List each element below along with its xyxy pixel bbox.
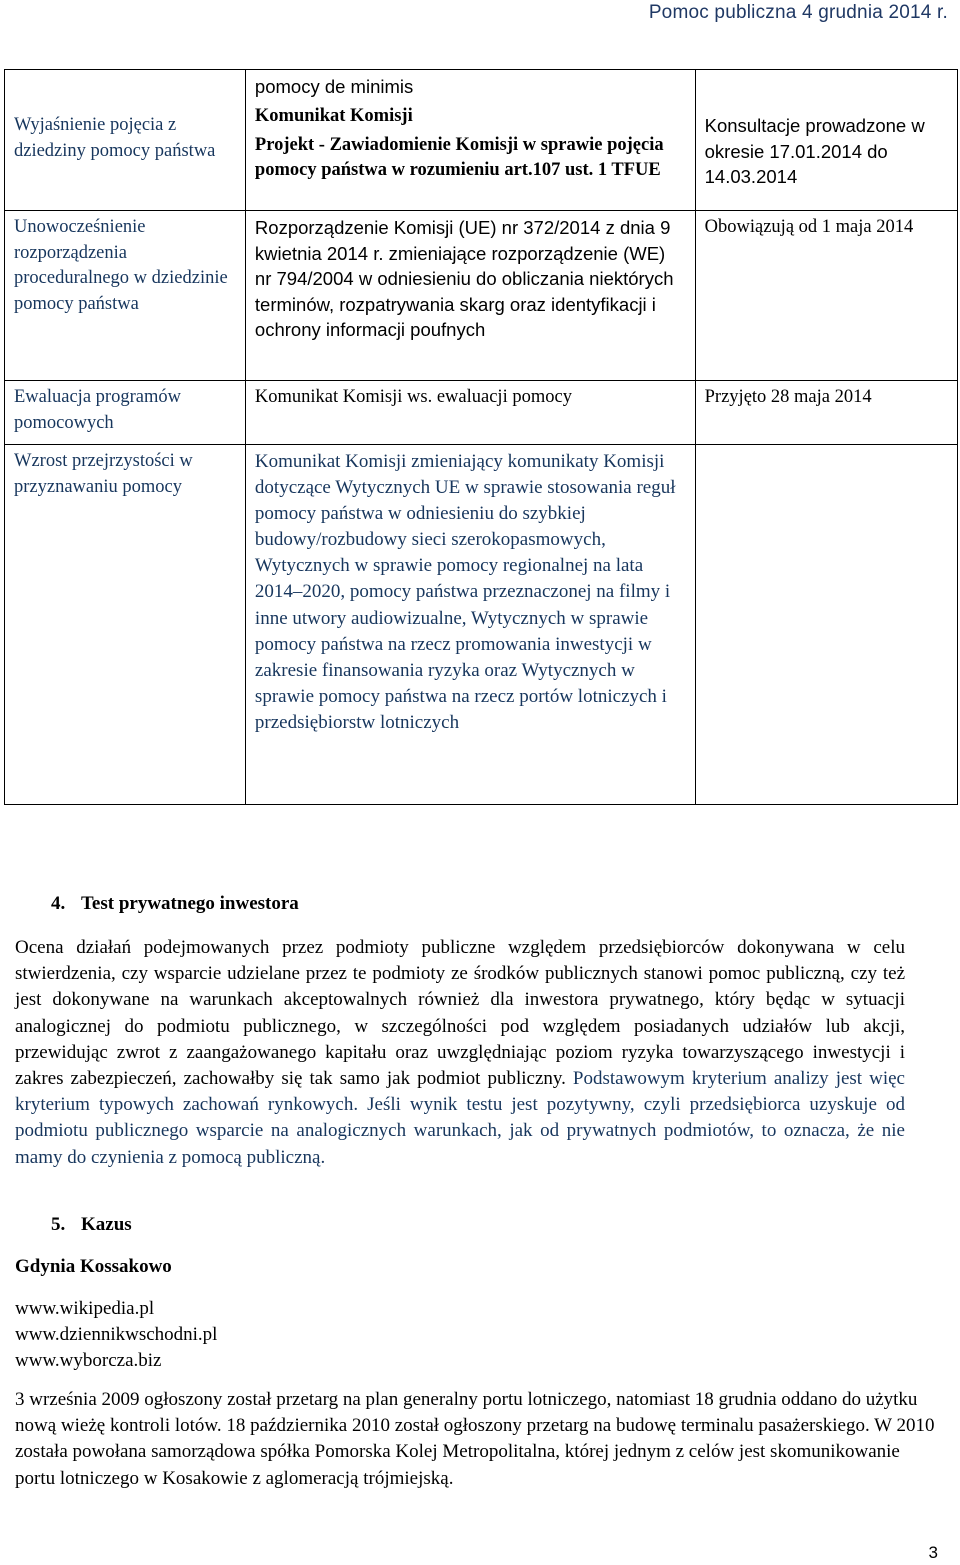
- case-subtitle: Gdynia Kossakowo: [15, 1256, 172, 1277]
- section-4-paragraph: [15, 935, 905, 1171]
- section-5-heading: [15, 1212, 905, 1238]
- section-number: 4.: [51, 893, 66, 914]
- page-header: Pomoc publiczna 4 grudnia 2014 r.: [648, 2, 948, 23]
- table-row: [5, 70, 958, 211]
- section-4-heading: [15, 891, 905, 917]
- link-item[interactable]: www.wyborcza.biz: [15, 1350, 162, 1371]
- case-paragraph: 3 września 2009 ogłoszony został przetarg na plan generalny portu lotniczego, natomiast 18 grudnia oddano do użytku nową wieżę kontroli lotów. 18 października 2010 został ogłoszony przetarg na budowę terminalu pasażerskiego. W 2010 została powołana samorządowa spółka Pomorska Kolej Metropolitalna, której jednym z celów jest skomunikowanie portu lotniczego w Kosakowie z aglomeracją trójmiejską.: [15, 1389, 935, 1489]
- row-status: Przyjęto 28 maja 2014: [695, 381, 957, 445]
- row-label: Ewaluacja programów pomocowych: [5, 381, 246, 445]
- row-content-intro: pomocy de minimis: [254, 76, 414, 97]
- row-content: Komunikat Komisji zmieniający komunikaty Komisji dotyczące Wytycznych UE w sprawie stosowania reguł pomocy państwa w odniesieniu do szybkiej budowy/rozbudowy sieci szerokopasmowych, Wytycznych w sprawie pomocy regionalnej na lata 2014–2020, pomocy państwa przeznaczonej na filmy i inne utwory audiowizualne, Wytycznych w sprawie pomocy państwa na rzecz promowania inwestycji w zakresie finansowania ryzyka oraz Wytycznych w sprawie pomocy państwa na rzecz portów lotniczych i przedsiębiorstw lotniczych: [245, 445, 695, 805]
- page-number: 3: [928, 1543, 938, 1562]
- reference-links: [15, 1296, 905, 1374]
- section-title: Kazus: [81, 1214, 132, 1235]
- table-row: [5, 445, 958, 805]
- table-row: [5, 211, 958, 381]
- row-content: Komunikat Komisji ws. ewaluacji pomocy: [245, 381, 695, 445]
- paragraph-part-2: Podstawowym kryterium analizy jest więc kryterium typowych zachowań rynkowych. Jeśli wynik testu jest pozytywny, czyli przedsiębiorca uzyskuje od podmiotu publicznego wsparcie na analogicznych warunkach, jak od prywatnych podmiotów, to oznacza, że nie mamy do czynienia z pomocą publiczną.: [15, 1068, 905, 1168]
- row-status: [695, 445, 957, 805]
- table-row: [5, 381, 958, 445]
- row-label: Wzrost przejrzystości w przyznawaniu pomocy: [5, 445, 246, 805]
- section-number: 5.: [51, 1214, 66, 1235]
- paragraph-part-1: Ocena działań podejmowanych przez podmioty publiczne względem przedsiębiorców dokonywana w celu stwierdzenia, czy wsparcie udzielane przez te podmioty ze środków publicznych stanowi pomoc publiczną, czy też jest dokonywane na warunkach akceptowalnych również dla inwestora prywatnego, który będąc w sytuacji analogicznej do podmiotu publicznego, w szczególności pod względem posiadanych udziałów lub akcji, przewidując zwrot z zaangażowanego kapitału oraz uwzględniając poziom ryzyka towarzyszącego inwestycji i zakres zabezpieczeń, zachowałby się tak samo jak podmiot publiczny.: [15, 937, 905, 1090]
- row-content-body: Projekt - Zawiadomienie Komisji w sprawie pojęcia pomocy państwa w rozumieniu art.107 ust. 1 TFUE: [254, 135, 664, 180]
- row-status: Konsultacje prowadzone w okresie 17.01.2014 do 14.03.2014: [695, 70, 957, 211]
- row-status: Obowiązują od 1 maja 2014: [695, 211, 957, 381]
- link-item[interactable]: www.dziennikwschodni.pl: [15, 1324, 218, 1345]
- link-item[interactable]: www.wikipedia.pl: [15, 1298, 155, 1319]
- section-title: Test prywatnego inwestora: [81, 893, 299, 914]
- state-aid-table: [4, 69, 958, 805]
- row-label: Wyjaśnienie pojęcia z dziedziny pomocy państwa: [5, 70, 246, 211]
- row-content-title: Komunikat Komisji: [254, 105, 413, 126]
- row-content: [245, 70, 695, 211]
- row-label: Unowocześnienie rozporządzenia proceduralnego w dziedzinie pomocy państwa: [5, 211, 246, 381]
- row-content: Rozporządzenie Komisji (UE) nr 372/2014 z dnia 9 kwietnia 2014 r. zmieniające rozporządzenie (WE) nr 794/2004 w odniesieniu do obliczania niektórych terminów, rozpatrywania skarg oraz identyfikacji i ochrony informacji poufnych: [245, 211, 695, 381]
